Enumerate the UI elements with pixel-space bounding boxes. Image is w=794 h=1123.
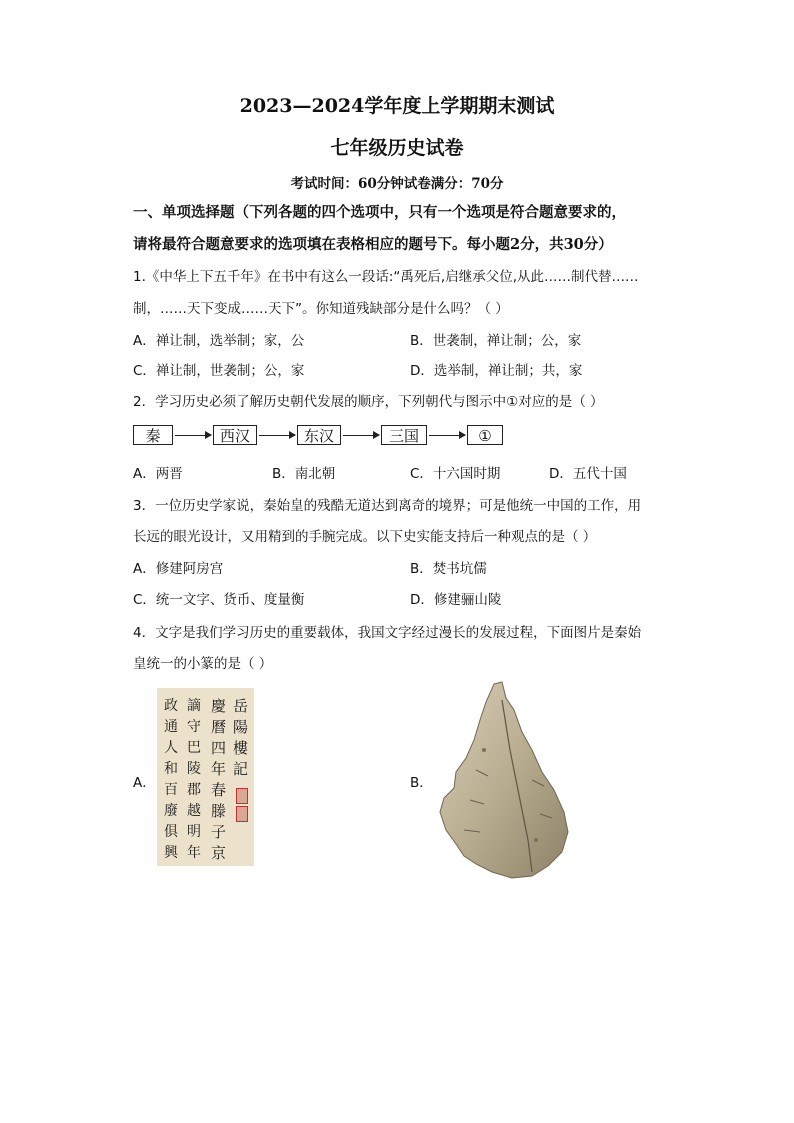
q3-option-c: C．统一文字、货币、度量衡	[133, 592, 305, 608]
seal-stamp-icon	[236, 788, 248, 804]
calligraphy-column: 岳陽樓記	[233, 697, 249, 778]
q1-option-d: D．选举制，禅让制；共，家	[410, 363, 583, 379]
q1-stem-line2: 制，……天下变成……天下”。你知道残缺部分是什么吗？（ ）	[133, 301, 509, 317]
dynasty-box-eastern-han: 东汉	[297, 425, 341, 445]
q1-option-c: C．禅让制，世袭制；公，家	[133, 363, 305, 379]
seal-stamp-icon	[236, 806, 248, 822]
q3-option-b: B．焚书坑儒	[410, 561, 487, 577]
calligraphy-column: 謫守巴陵郡越明年	[187, 698, 201, 861]
calligraphy-column: 政通人和百廢俱興	[164, 698, 178, 861]
q2-option-b: B．南北朝	[272, 466, 336, 482]
q4-option-a-label: A．	[133, 775, 156, 791]
arrow-icon	[175, 435, 211, 436]
q2-stem: 2．学习历史必须了解历史朝代发展的顺序，下列朝代与图示中①对应的是（ ）	[133, 394, 604, 410]
q2-option-c: C．十六国时期	[410, 466, 501, 482]
q2-option-d: D．五代十国	[549, 466, 627, 482]
q4-stem-line1: 4．文字是我们学习历史的重要载体，我国文字经过漫长的发展过程，下面图片是秦始	[133, 625, 642, 641]
dynasty-box-unknown: ①	[467, 425, 503, 445]
arrow-icon	[429, 435, 465, 436]
q4-stem-line2: 皇统一的小篆的是（ ）	[133, 656, 273, 672]
arrow-icon	[343, 435, 379, 436]
calligraphy-column: 慶曆四年春滕子京	[211, 697, 227, 862]
q3-stem-line1: 3．一位历史学家说，秦始皇的残酷无道达到离奇的境界；可是他统一中国的工作，用	[133, 498, 642, 514]
q3-option-a: A．修建阿房宫	[133, 561, 224, 577]
arrow-icon	[259, 435, 295, 436]
exam-info: 考试时间：60分钟试卷满分：70分	[290, 176, 504, 192]
exam-subtitle: 七年级历史试卷	[330, 137, 464, 159]
oracle-bone-image	[436, 680, 574, 880]
q1-stem-line1: 1.《中华上下五千年》在书中有这么一段话:“禹死后,启继承父位,从此……制代替……	[133, 269, 639, 285]
q1-option-a: A．禅让制，选举制；家，公	[133, 333, 305, 349]
q3-stem-line2: 长远的眼光设计，又用精到的手腕完成。以下史实能支持后一种观点的是（ ）	[133, 529, 597, 545]
q4-option-b-label: B．	[410, 775, 433, 791]
dynasty-box-qin: 秦	[133, 425, 173, 445]
q3-option-d: D．修建骊山陵	[410, 592, 502, 608]
q1-option-b: B．世袭制，禅让制；公，家	[410, 333, 582, 349]
q2-option-a: A．两晋	[133, 466, 183, 482]
dynasty-box-three-kingdoms: 三国	[381, 425, 427, 445]
section-heading-line1: 一、单项选择题（下列各题的四个选项中，只有一个选项是符合题意要求的，	[133, 204, 626, 221]
section-heading-line2: 请将最符合题意要求的选项填在表格相应的题号下。每小题2分，共30分）	[133, 236, 613, 253]
dynasty-chain-diagram	[133, 424, 503, 446]
calligraphy-image	[157, 688, 254, 866]
dynasty-box-western-han: 西汉	[213, 425, 257, 445]
exam-title: 2023—2024学年度上学期期末测试	[239, 95, 555, 117]
